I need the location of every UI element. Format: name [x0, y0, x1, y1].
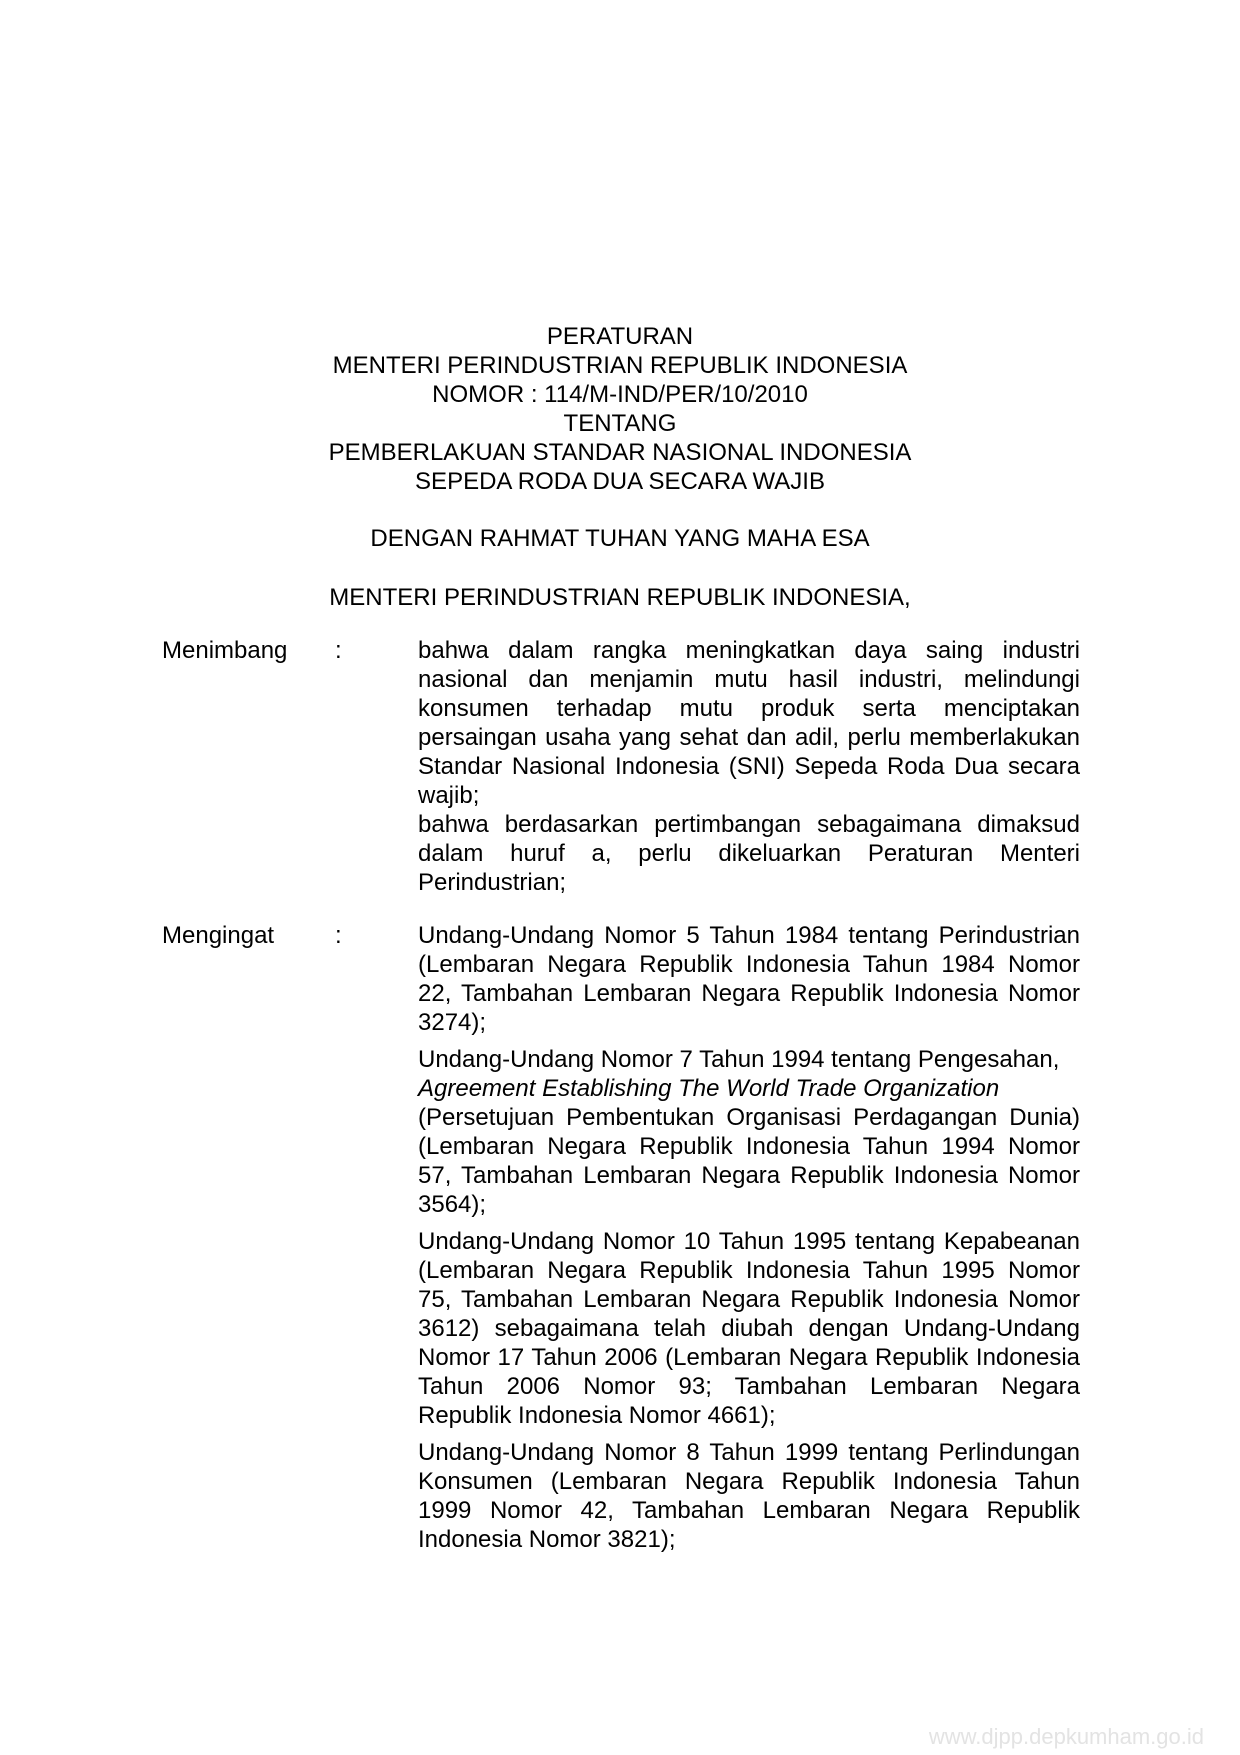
preamble-minister: MENTERI PERINDUSTRIAN REPUBLIK INDONESIA,	[329, 584, 911, 611]
preamble-basmala: DENGAN RAHMAT TUHAN YANG MAHA ESA	[370, 525, 870, 552]
menimbang-item-a: bahwa dalam rangka meningkatkan daya saing industri nasional dan menjamin mutu hasil industri, melindungi konsumen terhadap mutu produk serta menciptakan persaingan usaha yang sehat dan adil, perlu memberlakukan Standar Nasional Indonesia (SNI) Sepeda Roda Dua secara wajib;	[418, 637, 1080, 809]
mengingat-colon: :	[335, 922, 342, 949]
title-line-minister: MENTERI PERINDUSTRIAN REPUBLIK INDONESIA	[332, 352, 908, 379]
menimbang-item-b: bahwa berdasarkan pertimbangan sebagaimana dimaksud dalam huruf a, perlu dikeluarkan Peraturan Menteri Perindustrian;	[418, 811, 1080, 896]
menimbang-label: Menimbang	[162, 637, 288, 664]
mengingat-item-2-detail: (Persetujuan Pembentukan Organisasi Perdagangan Dunia) (Lembaran Negara Republik Indonesia Tahun 1994 Nomor 57, Tambahan Lembaran Negara Republik Indonesia Nomor 3564);	[418, 1104, 1080, 1218]
menimbang-body	[418, 636, 1080, 897]
watermark-url: www.djpp.depkumham.go.id	[928, 1724, 1204, 1749]
document-title-block	[0, 322, 1240, 496]
title-line-subject: PEMBERLAKUAN STANDAR NASIONAL INDONESIA	[328, 439, 912, 466]
mengingat-item-2-agreement: Agreement Establishing The World Trade Organization	[418, 1075, 1000, 1102]
mengingat-item-2-intro: Undang-Undang Nomor 7 Tahun 1994 tentang Pengesahan,	[418, 1046, 1060, 1073]
mengingat-label: Mengingat	[162, 922, 275, 949]
title-line-peraturan: PERATURAN	[546, 323, 694, 350]
title-line-number: NOMOR : 114/M-IND/PER/10/2010	[432, 381, 808, 408]
title-line-tentang: TENTANG	[563, 410, 677, 437]
mengingat-item-3: Undang-Undang Nomor 10 Tahun 1995 tentang Kepabeanan (Lembaran Negara Republik Indonesia Tahun 1995 Nomor 75, Tambahan Lembaran Negara Republik Indonesia Nomor 3612) sebagaimana telah diubah dengan Undang-Undang Nomor 17 Tahun 2006 (Lembaran Negara Republik Indonesia Tahun 2006 Nomor 93; Tambahan Lembaran Negara Republik Indonesia Nomor 4661);	[418, 1228, 1080, 1429]
menimbang-colon: :	[335, 637, 342, 664]
mengingat-item-4: Undang-Undang Nomor 8 Tahun 1999 tentang Perlindungan Konsumen (Lembaran Negara Republik Indonesia Tahun 1999 Nomor 42, Tambahan Lembaran Negara Republik Indonesia Nomor 3821);	[418, 1439, 1080, 1553]
mengingat-item-1: Undang-Undang Nomor 5 Tahun 1984 tentang Perindustrian (Lembaran Negara Republik Indonesia Tahun 1984 Nomor 22, Tambahan Lembaran Negara Republik Indonesia Nomor 3274);	[418, 922, 1080, 1036]
mengingat-item-2	[418, 1045, 1080, 1219]
title-line-subject-2: SEPEDA RODA DUA SECARA WAJIB	[415, 468, 825, 495]
mengingat-body	[418, 921, 1080, 1554]
